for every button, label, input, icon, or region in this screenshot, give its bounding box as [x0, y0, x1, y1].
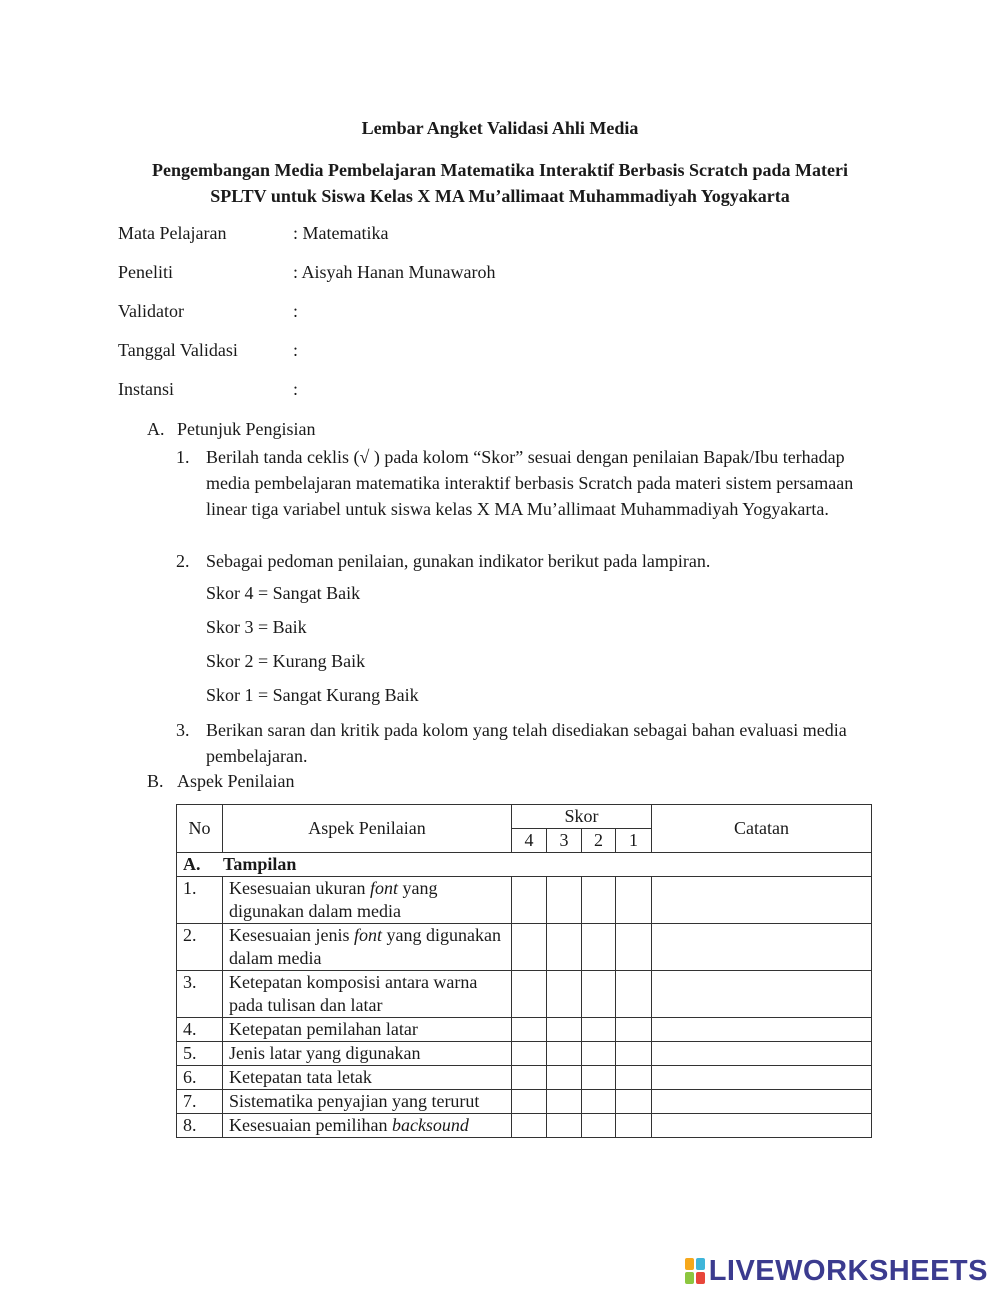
item-number: 3. [176, 720, 190, 740]
table-row [177, 1114, 872, 1138]
header-skor: Skor [512, 805, 652, 829]
table-row [177, 1090, 872, 1114]
meta-value: : Matematika [293, 223, 389, 243]
catatan-cell[interactable] [652, 924, 872, 971]
table-row [177, 1042, 872, 1066]
catatan-cell[interactable] [652, 1066, 872, 1090]
item-text: Berilah tanda ceklis (√ ) pada kolom “Skor” sesuai dengan penilaian Bapak/Ibu terhadap media pembelajaran matematika interaktif berbasis Scratch pada materi sistem persamaan linear tiga variabel untuk siswa kelas X MA Mu’allimaat Muhammadiyah Yogyakarta. [206, 447, 854, 519]
skor-4-cell[interactable] [512, 971, 547, 1018]
row-number: 6. [177, 1066, 223, 1090]
assessment-table [176, 804, 872, 1138]
skor-legend-1: Skor 1 = Sangat Kurang Baik [206, 685, 419, 705]
row-aspect [223, 1090, 512, 1114]
skor-4-cell[interactable] [512, 1114, 547, 1138]
document-title: Lembar Angket Validasi Ahli Media [361, 118, 639, 138]
aspect-text-end: yang digunakan dalam media [229, 878, 438, 921]
aspect-italic: font [353, 925, 382, 945]
row-number: 3. [177, 971, 223, 1018]
header-catatan: Catatan [652, 805, 872, 853]
logo-block [685, 1272, 694, 1284]
row-aspect [223, 971, 512, 1018]
meta-label: Validator [118, 301, 184, 321]
table-row [177, 1066, 872, 1090]
skor-1-cell[interactable] [616, 924, 652, 971]
catatan-cell[interactable] [652, 1018, 872, 1042]
row-number: 5. [177, 1042, 223, 1066]
skor-4-cell[interactable] [512, 877, 547, 924]
item-number: 2. [176, 551, 190, 571]
skor-3-cell[interactable] [547, 1042, 582, 1066]
section-title: Petunjuk Pengisian [177, 419, 316, 439]
document-subtitle [100, 157, 900, 209]
meta-value: : Aisyah Hanan Munawaroh [293, 262, 496, 282]
skor-4-cell[interactable] [512, 924, 547, 971]
skor-3-cell[interactable] [547, 1114, 582, 1138]
aspect-text: Kesesuaian pemilihan [229, 1115, 392, 1135]
subtitle-line-1: Pengembangan Media Pembelajaran Matematika Interaktif Berbasis Scratch pada Materi [152, 160, 848, 180]
skor-2-cell[interactable] [582, 1090, 616, 1114]
row-number: 4. [177, 1018, 223, 1042]
row-aspect [223, 924, 512, 971]
aspect-italic: font [369, 878, 398, 898]
skor-4-cell[interactable] [512, 1042, 547, 1066]
row-aspect [223, 1042, 512, 1066]
instruction-item-2 [176, 548, 876, 574]
header-no: No [177, 805, 223, 853]
skor-3-cell[interactable] [547, 877, 582, 924]
logo-text: LIVEWORKSHEETS [708, 1254, 988, 1287]
row-aspect [223, 1018, 512, 1042]
skor-3-cell[interactable] [547, 971, 582, 1018]
row-aspect [223, 877, 512, 924]
section-b-heading [147, 771, 294, 792]
skor-2-cell[interactable] [582, 924, 616, 971]
catatan-cell[interactable] [652, 877, 872, 924]
skor-1-cell[interactable] [616, 877, 652, 924]
aspect-text: Ketepatan komposisi antara warna pada tulisan dan latar [229, 972, 478, 1015]
skor-1-cell[interactable] [616, 1018, 652, 1042]
skor-1-cell[interactable] [616, 1090, 652, 1114]
aspect-text: Kesesuaian jenis [229, 925, 354, 945]
row-number: 2. [177, 924, 223, 971]
header-aspek-penilaian: Aspek Penilaian [223, 805, 512, 853]
row-aspect [223, 1066, 512, 1090]
skor-2-cell[interactable] [582, 1042, 616, 1066]
category-label [177, 853, 872, 877]
skor-1-cell[interactable] [616, 1066, 652, 1090]
category-letter: A. [183, 854, 201, 874]
catatan-cell[interactable] [652, 1114, 872, 1138]
section-letter: B. [147, 771, 164, 791]
header-skor-4: 4 [512, 829, 547, 853]
logo-block [696, 1258, 705, 1270]
skor-4-cell[interactable] [512, 1018, 547, 1042]
row-number: 7. [177, 1090, 223, 1114]
skor-2-cell[interactable] [582, 877, 616, 924]
aspect-text: Sistematika penyajian yang terurut [229, 1091, 480, 1111]
meta-value: : [293, 301, 299, 321]
logo-block [696, 1272, 705, 1284]
table-row [177, 924, 872, 971]
skor-2-cell[interactable] [582, 1018, 616, 1042]
catatan-cell[interactable] [652, 1042, 872, 1066]
skor-2-cell[interactable] [582, 1066, 616, 1090]
skor-2-cell[interactable] [582, 1114, 616, 1138]
table-row [177, 971, 872, 1018]
table-row [177, 1018, 872, 1042]
category-row [177, 853, 872, 877]
skor-legend-2: Skor 2 = Kurang Baik [206, 651, 366, 671]
row-aspect [223, 1114, 512, 1138]
skor-4-cell[interactable] [512, 1090, 547, 1114]
item-number: 1. [176, 447, 190, 467]
aspect-text: Kesesuaian ukuran [229, 878, 370, 898]
meta-value: : [293, 379, 299, 399]
meta-label: Instansi [118, 379, 174, 399]
instruction-item-3 [176, 717, 876, 769]
skor-1-cell[interactable] [616, 1114, 652, 1138]
skor-legend-3: Skor 3 = Baik [206, 617, 307, 637]
aspect-text: Jenis latar yang digunakan [229, 1043, 421, 1063]
header-skor-2: 2 [582, 829, 616, 853]
logo-mark-icon [684, 1257, 706, 1285]
section-title: Aspek Penilaian [177, 771, 295, 791]
aspect-italic: backsound [391, 1115, 469, 1135]
section-a-heading [147, 419, 316, 440]
row-number: 1. [177, 877, 223, 924]
header-skor-3: 3 [547, 829, 582, 853]
skor-1-cell[interactable] [616, 971, 652, 1018]
instruction-item-1 [176, 444, 876, 522]
item-text: Berikan saran dan kritik pada kolom yang telah disediakan sebagai bahan evaluasi media pembelajaran. [206, 720, 847, 766]
row-number: 8. [177, 1114, 223, 1138]
catatan-cell[interactable] [652, 971, 872, 1018]
meta-label: Tanggal Validasi [118, 340, 238, 360]
logo-block [685, 1258, 694, 1270]
aspect-text: Ketepatan tata letak [229, 1067, 372, 1087]
skor-4-cell[interactable] [512, 1066, 547, 1090]
section-letter: A. [147, 419, 165, 439]
skor-legend-4: Skor 4 = Sangat Baik [206, 583, 361, 603]
liveworksheets-logo [684, 1254, 988, 1288]
meta-label: Mata Pelajaran [118, 223, 227, 243]
meta-value: : [293, 340, 299, 360]
category-name: Tampilan [223, 854, 297, 874]
aspect-text-end: yang digunakan dalam media [229, 925, 501, 968]
skor-3-cell[interactable] [547, 924, 582, 971]
skor-3-cell[interactable] [547, 1018, 582, 1042]
header-skor-1: 1 [616, 829, 652, 853]
skor-3-cell[interactable] [547, 1090, 582, 1114]
table-row [177, 877, 872, 924]
item-text: Sebagai pedoman penilaian, gunakan indikator berikut pada lampiran. [206, 551, 711, 571]
skor-2-cell[interactable] [582, 971, 616, 1018]
meta-label: Peneliti [118, 262, 173, 282]
skor-1-cell[interactable] [616, 1042, 652, 1066]
skor-3-cell[interactable] [547, 1066, 582, 1090]
subtitle-line-2: SPLTV untuk Siswa Kelas X MA Mu’allimaat Muhammadiyah Yogyakarta [210, 186, 790, 206]
aspect-text: Ketepatan pemilahan latar [229, 1019, 418, 1039]
catatan-cell[interactable] [652, 1090, 872, 1114]
